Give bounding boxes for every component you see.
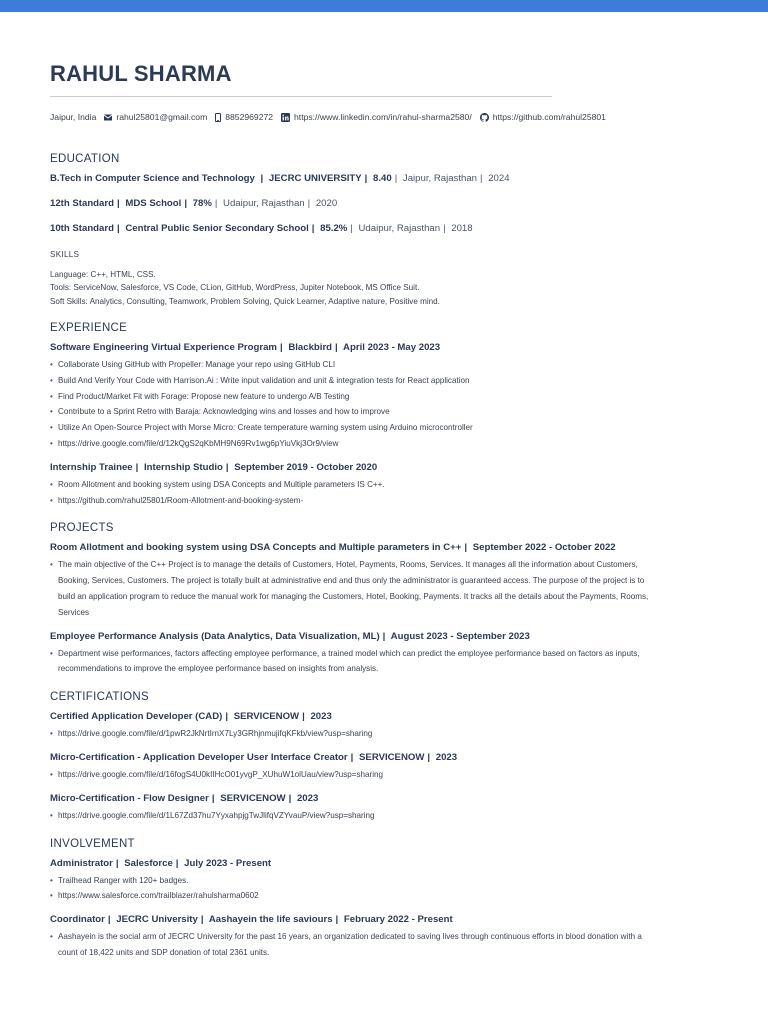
section-title-skills: SKILLS: [50, 250, 80, 259]
dates: February 2022 - Present: [343, 914, 453, 926]
skills-section: [50, 248, 730, 308]
certification-head: Micro-Certification - Flow Designer | SERVICENOW | 2023: [50, 792, 319, 804]
role: Coordinator: [50, 914, 105, 926]
description-line: build an application program to reduce the manual work for managing the Customers, Hotel, Booking, Payments. It tracks all the details about the Payments, Rooms,: [58, 591, 649, 601]
institution: JECRC UNIVERSITY: [268, 173, 362, 184]
projects-section: [50, 522, 730, 677]
repo-link[interactable]: • https://github.com/rahul25801/Room-Allotment-and-booking-system-: [50, 493, 730, 509]
involvement-head: Coordinator | JECRC University | Aashayein the life saviours | February 2022 - Present: [50, 914, 453, 926]
bullet-item: • Find Product/Market Fit with Forage: Propose new feature to undergo A/B Testing: [50, 389, 730, 405]
project-head: Employee Performance Analysis (Data Analytics, Data Visualization, ML) | August 2023 - September 2023: [50, 630, 530, 642]
year: 2023: [435, 751, 458, 763]
certification-name: Micro-Certification - Application Developer User Interface Creator: [50, 751, 348, 763]
certification-entry: [50, 792, 730, 824]
education-head: 10th Standard | Central Public Senior Secondary School | 85.2% | Udaipur, Rajasthan | 2018: [50, 223, 473, 234]
bullet-item: • Utilize An Open-Source Project with Morse Micro: Create temperature warning system using Arduino microcontroller: [50, 420, 730, 436]
location-text: Jaipur, India: [50, 112, 97, 122]
education-head: 12th Standard | MDS School | 78% | Udaipur, Rajasthan | 2020: [50, 198, 338, 209]
section-title-education: EDUCATION: [50, 153, 120, 165]
github-text: https://github.com/rahul25801: [492, 112, 606, 122]
degree: 12th Standard: [50, 198, 114, 209]
organization: Blackbird: [288, 342, 333, 353]
role: Administrator: [50, 857, 113, 869]
dates: September 2019 - October 2020: [234, 461, 378, 473]
description-line: Booking, Services, Customers. The project is totally built at administrative end and thus only the administrator is guaranteed access. The purpose of the project is to: [58, 576, 645, 586]
degree: B.Tech in Computer Science and Technology: [50, 173, 255, 184]
certification-bullets: [50, 808, 730, 824]
phone-icon: [215, 113, 221, 122]
score: 85.2%: [320, 223, 348, 234]
certification-name: Certified Application Developer (CAD): [50, 711, 223, 723]
skills-tools: Tools: ServiceNow, Salesforce, VS Code, CLion, GitHub, WordPress, Jupiter Notebook, MS Office Suit.: [50, 283, 420, 292]
organization: JECRC University: [116, 914, 198, 926]
certification-entry: [50, 751, 730, 783]
description-line: • Department wise performances, factors affecting employee performance, a trained model which can predict the employee performance based on factors as inputs,: [58, 648, 640, 658]
year: 2024: [488, 173, 510, 184]
year: 2023: [296, 792, 319, 804]
issuer: SERVICENOW: [359, 751, 425, 763]
section-title-certifications: CERTIFICATIONS: [50, 691, 149, 704]
project-bullets: [50, 646, 730, 678]
phone-link[interactable]: [215, 112, 273, 122]
header-divider: [50, 96, 552, 97]
involvement-bullets: [50, 873, 730, 905]
description-line: • The main objective of the C++ Project is to manage the details of Customers, Hotel, Payments, Rooms, Services. It manages all the information about Customers,: [58, 560, 638, 570]
project-entry: [50, 630, 730, 678]
contact-bar: [50, 112, 730, 122]
experience-entry: [50, 341, 730, 452]
sub-organization: Aashayein the life saviours: [208, 914, 333, 926]
project-name: Employee Performance Analysis (Data Analytics, Data Visualization, ML): [50, 630, 380, 642]
dates: July 2023 - Present: [184, 857, 272, 869]
experience-bullets: [50, 477, 730, 509]
certification-head: Micro-Certification - Application Developer User Interface Creator | SERVICENOW | 2023: [50, 751, 458, 763]
phone-text: 8852969272: [225, 112, 274, 122]
skills-soft: Soft Skills: Analytics, Consulting, Teamwork, Problem Solving, Quick Learner, Adaptive nature, Positive mind.: [50, 296, 440, 306]
bullet-item: [50, 557, 730, 620]
involvement-section: [50, 838, 730, 961]
github-icon: [480, 113, 489, 122]
dates: August 2023 - September 2023: [390, 630, 530, 642]
bullet-item: [50, 929, 730, 961]
github-link[interactable]: [480, 112, 606, 122]
education-entry: [50, 197, 730, 211]
involvement-entry: [50, 913, 730, 961]
description-line: recommendations to improve the employee performance based on insights from analysis.: [58, 664, 379, 674]
year: 2023: [310, 711, 332, 723]
score: 8.40: [373, 173, 392, 184]
certification-bullets: [50, 726, 730, 742]
resume-page: [50, 58, 730, 970]
year: 2018: [451, 223, 473, 234]
description-line: count of 18,422 units and SDP donation of total 2361 units.: [58, 947, 270, 957]
institution: MDS School: [125, 198, 182, 209]
role: Software Engineering Virtual Experience Program: [50, 342, 277, 353]
email-text: rahul25801@gmail.com: [116, 112, 208, 122]
organization: Salesforce: [124, 857, 173, 869]
bullet-item: • Contribute to a Sprint Retro with Baraja: Acknowledging wins and losses and how to improve: [50, 404, 730, 420]
involvement-head: Administrator | Salesforce | July 2023 - Present: [50, 857, 272, 869]
experience-section: [50, 322, 730, 508]
dates: April 2023 - May 2023: [343, 342, 441, 353]
certificate-link[interactable]: • https://drive.google.com/file/d/12kQgS2qKbMH9N69Rv1wg6pYiuVkj3Or9/view: [50, 436, 730, 452]
organization: Internship Studio: [144, 461, 223, 473]
certificate-link[interactable]: • https://drive.google.com/file/d/16fogS4U0kIIHcO01yvgP_XUhuW1olUau/view?usp=sharing: [50, 767, 730, 783]
linkedin-icon: [281, 113, 290, 122]
project-name: Room Allotment and booking system using DSA Concepts and Multiple parameters in C++: [50, 542, 462, 554]
involvement-bullets: [50, 929, 730, 961]
institution: Central Public Senior Secondary School: [125, 223, 309, 234]
bullet-item: • Trailhead Ranger with 120+ badges.: [50, 873, 730, 889]
place: Udaipur, Rajasthan: [358, 223, 441, 234]
project-head: Room Allotment and booking system using DSA Concepts and Multiple parameters in C++ | September 2022 - October 2022: [50, 542, 616, 554]
experience-entry: [50, 461, 730, 509]
certification-head: Certified Application Developer (CAD) | SERVICENOW | 2023: [50, 711, 332, 723]
top-accent-bar: [0, 0, 768, 12]
bullet-item: • Room Allotment and booking system using DSA Concepts and Multiple parameters IS C++.: [50, 477, 730, 493]
bullet-item: • Collaborate Using GitHub with Propeller: Manage your repo using GitHub CLI: [50, 357, 730, 373]
certifications-section: [50, 691, 730, 823]
certificate-link[interactable]: • https://drive.google.com/file/d/1pwR2JkNrtIrnX7Ly3GRhjnmujifqKFkb/view?usp=sharing: [50, 726, 730, 742]
issuer: SERVICENOW: [233, 711, 300, 723]
dates: September 2022 - October 2022: [472, 542, 616, 554]
project-entry: [50, 541, 730, 620]
linkedin-text: https://www.linkedin.com/in/rahul-sharma2580/: [294, 112, 472, 122]
issuer: SERVICENOW: [220, 792, 286, 804]
education-entry: [50, 222, 730, 236]
education-head: B.Tech in Computer Science and Technology | JECRC UNIVERSITY | 8.40 | Jaipur, Rajasthan | 2024: [50, 173, 510, 184]
trailblazer-link[interactable]: • https://www.salesforce.com/trailblazer/rahulsharma0602: [50, 888, 730, 904]
email-link[interactable]: [104, 112, 207, 122]
bullet-item: [50, 646, 730, 678]
mail-icon: [104, 114, 112, 121]
project-bullets: [50, 557, 730, 620]
education-entry: [50, 172, 730, 186]
bullet-item: • Build And Verify Your Code with Harrison.Ai : Write input validation and unit & integration tests for React application: [50, 373, 730, 389]
place: Udaipur, Rajasthan: [223, 198, 305, 209]
candidate-name: RAHUL SHARMA: [50, 61, 232, 86]
certification-name: Micro-Certification - Flow Designer: [50, 792, 209, 804]
certification-bullets: [50, 767, 730, 783]
section-title-experience: EXPERIENCE: [50, 322, 128, 334]
score: 78%: [192, 198, 212, 209]
certificate-link[interactable]: • https://drive.google.com/file/d/1L67Zd37hu7YyxahpjgTwJlifqVZYvauP/view?usp=sharing: [50, 808, 730, 824]
description-line: Services: [58, 607, 90, 617]
place: Jaipur, Rajasthan: [402, 173, 478, 184]
description-line: • Aashayein is the social arm of JECRC University for the past 16 years, an organization dedicated to saving lives through continuous efforts in blood donation with a: [58, 932, 642, 942]
certification-entry: [50, 710, 730, 742]
involvement-entry: [50, 857, 730, 905]
location: [50, 112, 96, 122]
degree: 10th Standard: [50, 223, 114, 234]
skills-language: Language: C++, HTML, CSS.: [50, 269, 156, 279]
experience-head: Software Engineering Virtual Experience Program | Blackbird | April 2023 - May 2023: [50, 342, 441, 353]
experience-head: Internship Trainee | Internship Studio | September 2019 - October 2020: [50, 461, 378, 473]
section-title-involvement: INVOLVEMENT: [50, 837, 135, 850]
role: Internship Trainee: [50, 461, 133, 473]
education-section: [50, 153, 730, 236]
experience-bullets: [50, 357, 730, 452]
section-title-projects: PROJECTS: [50, 522, 114, 535]
year: 2020: [315, 198, 338, 209]
linkedin-link[interactable]: [281, 112, 472, 122]
